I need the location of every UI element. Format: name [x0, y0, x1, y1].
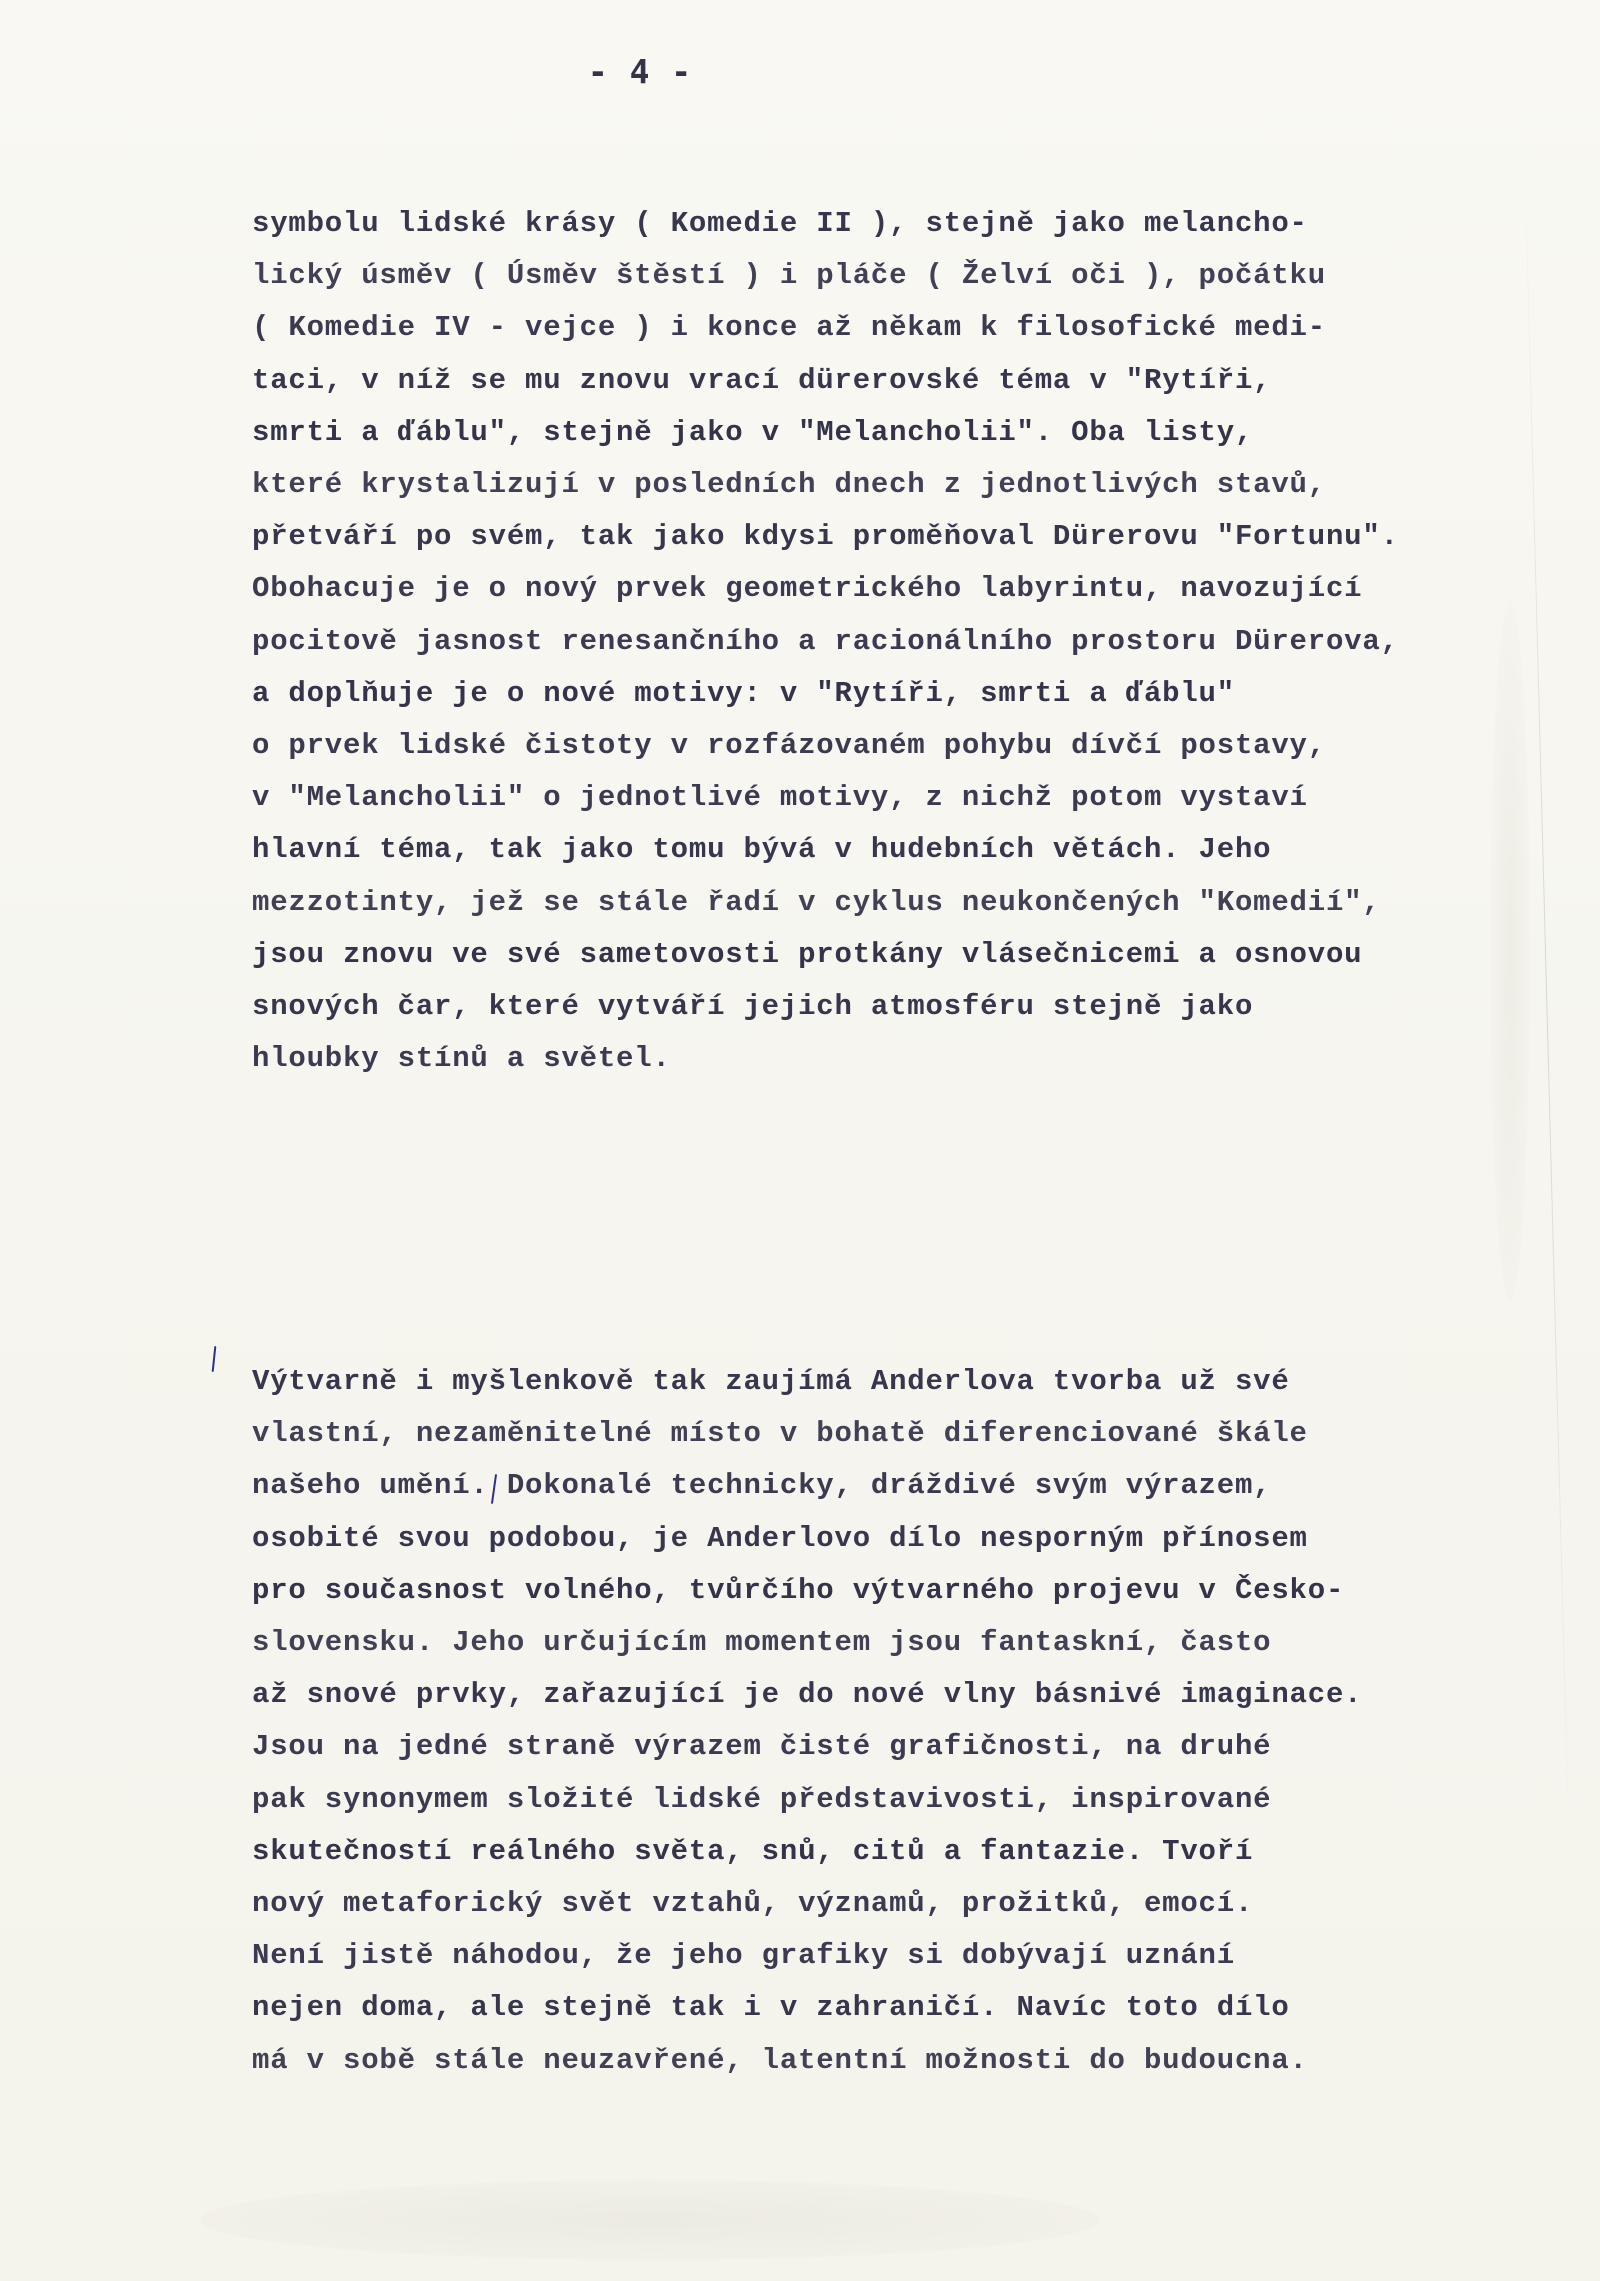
text-line: o prvek lidské čistoty v rozfázovaném pohybu dívčí postavy, [252, 729, 1326, 763]
text-line: taci, v níž se mu znovu vrací dürerovské téma v "Rytíři, [252, 363, 1272, 397]
text-line: slovensku. Jeho určujícím momentem jsou fantaskní, často [252, 1626, 1272, 1660]
text-line: našeho umění. Dokonalé technicky, dráždivé svým výrazem, [252, 1469, 1272, 1503]
text-line: v "Melancholii" o jednotlivé motivy, z nichž potom vystaví [252, 781, 1308, 815]
text-line: osobité svou podobou, je Anderlovo dílo nesporným přínosem [252, 1521, 1308, 1555]
text-line: hloubky stínů a světel. [252, 1042, 671, 1076]
text-line: pocitově jasnost renesančního a racionálního prostoru Dürerova, [252, 624, 1399, 658]
text-line: nový metaforický svět vztahů, významů, prožitků, emocí. [252, 1887, 1254, 1921]
text-line: má v sobě stále neuzavřené, latentní možnosti do budoucna. [252, 2043, 1308, 2077]
text-line: Obohacuje je o nový prvek geometrického labyrintu, navozující [252, 572, 1363, 606]
page-number: - 4 - [587, 52, 693, 91]
paragraph-2 [252, 1356, 1462, 2087]
text-line: Jsou na jedné straně výrazem čisté grafičnosti, na druhé [252, 1730, 1272, 1764]
text-line: nejen doma, ale stejně tak i v zahraničí. Navíc toto dílo [252, 1991, 1290, 2025]
text-line: smrti a ďáblu", stejně jako v "Melancholii". Oba listy, [252, 415, 1254, 449]
paper-smudge [200, 2180, 1100, 2260]
text-line: a doplňuje je o nové motivy: v "Rytíři, smrti a ďáblu" [252, 676, 1235, 710]
text-line: přetváří po svém, tak jako kdysi proměňoval Dürerovu "Fortunu". [252, 520, 1399, 554]
text-line: Není jistě náhodou, že jeho grafiky si dobývají uznání [252, 1939, 1235, 1973]
pen-annotation-mark [212, 1346, 217, 1372]
text-line: hlavní téma, tak jako tomu bývá v hudebních větách. Jeho [252, 833, 1272, 867]
text-line: mezzotinty, jež se stále řadí v cyklus neukončených "Komedií", [252, 885, 1381, 919]
paper-fold-shadow [1524, 140, 1570, 1839]
text-line: jsou znovu ve své sametovosti protkány vlásečnicemi a osnovou [252, 937, 1363, 971]
text-line: skutečností reálného světa, snů, citů a fantazie. Tvoří [252, 1834, 1254, 1868]
paper-smudge [1490, 600, 1530, 1300]
text-line: snových čar, které vytváří jejich atmosféru stejně jako [252, 990, 1254, 1024]
paragraph-1 [252, 198, 1462, 1085]
text-line: pro současnost volného, tvůrčího výtvarného projevu v Česko- [252, 1573, 1345, 1607]
text-line: vlastní, nezaměnitelné místo v bohatě diferenciované škále [252, 1417, 1308, 1451]
text-line: které krystalizují v posledních dnech z jednotlivých stavů, [252, 468, 1326, 502]
text-line: pak synonymem složité lidské představivosti, inspirované [252, 1782, 1272, 1816]
text-line: až snové prvky, zařazující je do nové vlny básnivé imaginace. [252, 1678, 1363, 1712]
text-line: lický úsměv ( Úsměv štěstí ) i pláče ( Želví oči ), počátku [252, 259, 1326, 293]
text-line: Výtvarně i myšlenkově tak zaujímá Anderlova tvorba už své [252, 1365, 1290, 1398]
text-line: ( Komedie IV - vejce ) i konce až někam k filosofické medi- [252, 311, 1326, 345]
text-line: symbolu lidské krásy ( Komedie II ), stejně jako melancho- [252, 207, 1308, 240]
